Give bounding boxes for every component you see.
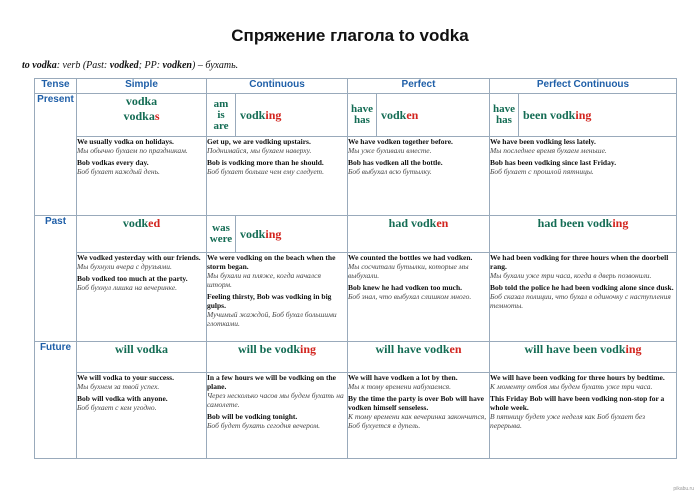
def-part-a: : verb (Past: bbox=[56, 60, 110, 71]
example-en: In a few hours we will be vodking on the plane. bbox=[207, 373, 336, 391]
aux-verbs bbox=[206, 223, 236, 245]
example-en: Bob knew he had vodken too much. bbox=[348, 283, 462, 292]
past-simple-form bbox=[77, 216, 207, 253]
example-ru: Боб будет бухать сегодня вечером. bbox=[207, 421, 320, 430]
present-simple-examples bbox=[77, 137, 207, 216]
header-simple: Simple bbox=[77, 79, 207, 94]
tense-past: Past bbox=[35, 216, 77, 342]
form-ending: en bbox=[449, 342, 462, 356]
future-perfect-form bbox=[348, 342, 490, 373]
example-ru: Мы к тому времени набухаемся. bbox=[348, 382, 452, 391]
form-stem: had been vodk bbox=[537, 216, 613, 230]
example-ru: Боб бухает с прошлой пятницы. bbox=[490, 167, 594, 176]
example-en: By the time the party is over Bob will have vodken himself senseless. bbox=[348, 394, 484, 412]
example-ru: В пятницу будет уже неделя как Боб бухает без перерыва. bbox=[490, 412, 646, 430]
present-examples-row bbox=[35, 137, 677, 216]
form-ending: ing bbox=[575, 107, 592, 122]
past-examples-row bbox=[35, 253, 677, 342]
aux-verbs bbox=[489, 104, 519, 126]
example-ru: Боб бухнул лишка на вечеринке. bbox=[77, 283, 178, 292]
present-forms-row bbox=[35, 94, 677, 137]
def-part-c: ) – бухать. bbox=[192, 60, 239, 71]
example-ru: Мы уже бухивали вместе. bbox=[348, 146, 432, 155]
form-ending: ing bbox=[300, 342, 317, 356]
example-en: We have vodken together before. bbox=[348, 137, 453, 146]
example-en: We will have been vodking for three hours by bedtime. bbox=[490, 373, 665, 382]
example-ru: Боб знал, что выбухал слишком много. bbox=[348, 292, 472, 301]
form-stem: will vodka bbox=[114, 342, 168, 356]
form-ending: ing bbox=[265, 107, 282, 122]
example-en: Bob vodkas every day. bbox=[77, 158, 149, 167]
example-en: Bob is vodking more than he should. bbox=[207, 158, 324, 167]
example-ru: Мы бухнули вчера с друзьями. bbox=[77, 262, 172, 271]
header-perfect: Perfect bbox=[348, 79, 490, 94]
aux: am bbox=[213, 97, 229, 110]
form-stem: will be vodk bbox=[237, 342, 300, 356]
conjugation-table bbox=[34, 78, 677, 459]
present-simple-form bbox=[77, 94, 207, 137]
example-en: Feeling thirsty, Bob was vodking in big gulps. bbox=[207, 292, 332, 310]
aux: is bbox=[217, 108, 225, 121]
aux-verbs bbox=[209, 99, 232, 132]
example-ru: Мы последнее время бухаем меньше. bbox=[490, 146, 607, 155]
form-ending: ing bbox=[265, 226, 282, 241]
present-perfect-examples bbox=[348, 137, 490, 216]
example-en: Bob told the police he had been vodking alone since dusk. bbox=[490, 283, 674, 292]
form-ending: en bbox=[406, 107, 419, 122]
form-stem: had vodk bbox=[388, 216, 437, 230]
past-continuous-examples bbox=[207, 253, 348, 342]
example-ru: Мы бухали на пляже, когда начался шторм. bbox=[207, 271, 321, 289]
form-stem: vodka bbox=[123, 109, 155, 123]
example-en: Bob will vodka with anyone. bbox=[77, 394, 168, 403]
example-en: Bob has been vodking since last Friday. bbox=[490, 158, 617, 167]
def-part-b: ; PP: bbox=[138, 60, 163, 71]
watermark: pikabu.ru bbox=[673, 486, 694, 492]
example-ru: Через несколько часов мы будем бухать на самолете. bbox=[207, 391, 344, 409]
future-perfect-examples bbox=[348, 373, 490, 459]
tense-present: Present bbox=[35, 94, 77, 216]
example-en: We have been vodking less lately. bbox=[490, 137, 596, 146]
form-stem: vodk bbox=[240, 107, 266, 122]
tense-future: Future bbox=[35, 342, 77, 459]
future-perfect-continuous-form bbox=[490, 342, 677, 373]
past-perfect-form bbox=[348, 216, 490, 253]
example-ru: К моменту отбоя мы будем бухать уже три часа. bbox=[490, 382, 653, 391]
aux: was bbox=[212, 222, 230, 234]
example-en: We were vodking on the beach when the storm began. bbox=[207, 253, 336, 271]
example-en: This Friday Bob will have been vodking non-stop for a whole week. bbox=[490, 394, 665, 412]
future-continuous-examples bbox=[207, 373, 348, 459]
example-ru: Боб бухает с кем угодно. bbox=[77, 403, 157, 412]
example-ru: Мы бухали уже три часа, когда в дверь позвонили. bbox=[490, 271, 652, 280]
example-ru: Боб бухает каждый день. bbox=[77, 167, 160, 176]
header-tense: Tense bbox=[35, 79, 77, 94]
present-continuous-examples bbox=[207, 137, 348, 216]
form-stem: vodk bbox=[240, 226, 266, 241]
future-examples-row bbox=[35, 373, 677, 459]
example-ru: Боб сказал полиции, что бухал в одиночку с наступления темноты. bbox=[490, 292, 671, 310]
aux-verbs bbox=[347, 104, 377, 126]
past-perfect-continuous-form bbox=[490, 216, 677, 253]
example-ru: Поднимайся, мы бухаем наверху. bbox=[207, 146, 312, 155]
verb-past: vodked bbox=[109, 60, 139, 71]
aux: has bbox=[496, 114, 512, 126]
form-ending: s bbox=[154, 109, 160, 123]
past-forms-row bbox=[35, 216, 677, 253]
past-perfect-continuous-examples bbox=[490, 253, 677, 342]
example-ru: Мучимый жаждой, Боб бухал большими глотками. bbox=[207, 310, 337, 328]
aux: were bbox=[209, 233, 233, 245]
header-perfect-continuous: Perfect Continuous bbox=[490, 79, 677, 94]
example-en: We vodked yesterday with our friends. bbox=[77, 253, 201, 262]
example-en: Bob has vodken all the bottle. bbox=[348, 158, 443, 167]
page-title: Спряжение глагола to vodka bbox=[231, 26, 469, 45]
example-ru: К тому времени как вечеринка закончится, Боб бухуется в дупель. bbox=[348, 412, 487, 430]
example-ru: Боб бухает больше чем ему следует. bbox=[207, 167, 324, 176]
future-perfect-continuous-examples bbox=[490, 373, 677, 459]
past-perfect-examples bbox=[348, 253, 490, 342]
form-ending: ing bbox=[625, 342, 642, 356]
present-perfect-continuous-form bbox=[490, 94, 677, 137]
future-simple-form bbox=[77, 342, 207, 373]
form-line bbox=[77, 109, 206, 124]
aux: have bbox=[351, 103, 373, 115]
form-ending: ed bbox=[148, 216, 161, 230]
example-en: We had been vodking for three hours when the doorbell rang. bbox=[490, 253, 669, 271]
example-ru: Боб выбухал всю бутылку. bbox=[348, 167, 432, 176]
present-continuous-form bbox=[207, 94, 348, 137]
example-ru: Мы обычно бухаем по праздникам. bbox=[77, 146, 188, 155]
aux: are bbox=[213, 119, 229, 132]
verb-name: to vodka bbox=[22, 60, 57, 71]
form-stem: vodk bbox=[122, 216, 149, 230]
example-en: Bob will be vodking tonight. bbox=[207, 412, 298, 421]
future-simple-examples bbox=[77, 373, 207, 459]
header-continuous: Continuous bbox=[207, 79, 348, 94]
present-perfect-continuous-examples bbox=[490, 137, 677, 216]
form-stem: will have vodk bbox=[375, 342, 450, 356]
form-stem: vodk bbox=[381, 107, 407, 122]
example-en: Bob vodked too much at the party. bbox=[77, 274, 188, 283]
example-en: We usually vodka on holidays. bbox=[77, 137, 174, 146]
example-ru: Мы бухнем за твой успех. bbox=[77, 382, 160, 391]
example-en: We will vodka to your success. bbox=[77, 373, 174, 382]
future-continuous-form bbox=[207, 342, 348, 373]
form-stem: will have been vodk bbox=[524, 342, 626, 356]
aux: have bbox=[493, 103, 515, 115]
header-row bbox=[35, 79, 677, 94]
example-en: Get up, we are vodking upstairs. bbox=[207, 137, 311, 146]
form-ending: ing bbox=[612, 216, 629, 230]
form-stem: been vodk bbox=[523, 107, 576, 122]
present-perfect-form bbox=[348, 94, 490, 137]
verb-pp: vodken bbox=[162, 60, 192, 71]
past-continuous-form bbox=[207, 216, 348, 253]
aux: has bbox=[354, 114, 370, 126]
example-ru: Мы сосчитали бутылки, которые мы выбухали. bbox=[348, 262, 469, 280]
form-line: vodka bbox=[125, 94, 158, 108]
example-en: We counted the bottles we had vodken. bbox=[348, 253, 473, 262]
form-ending: en bbox=[436, 216, 449, 230]
verb-definition bbox=[22, 60, 238, 71]
future-forms-row bbox=[35, 342, 677, 373]
example-en: We will have vodken a lot by then. bbox=[348, 373, 458, 382]
past-simple-examples bbox=[77, 253, 207, 342]
